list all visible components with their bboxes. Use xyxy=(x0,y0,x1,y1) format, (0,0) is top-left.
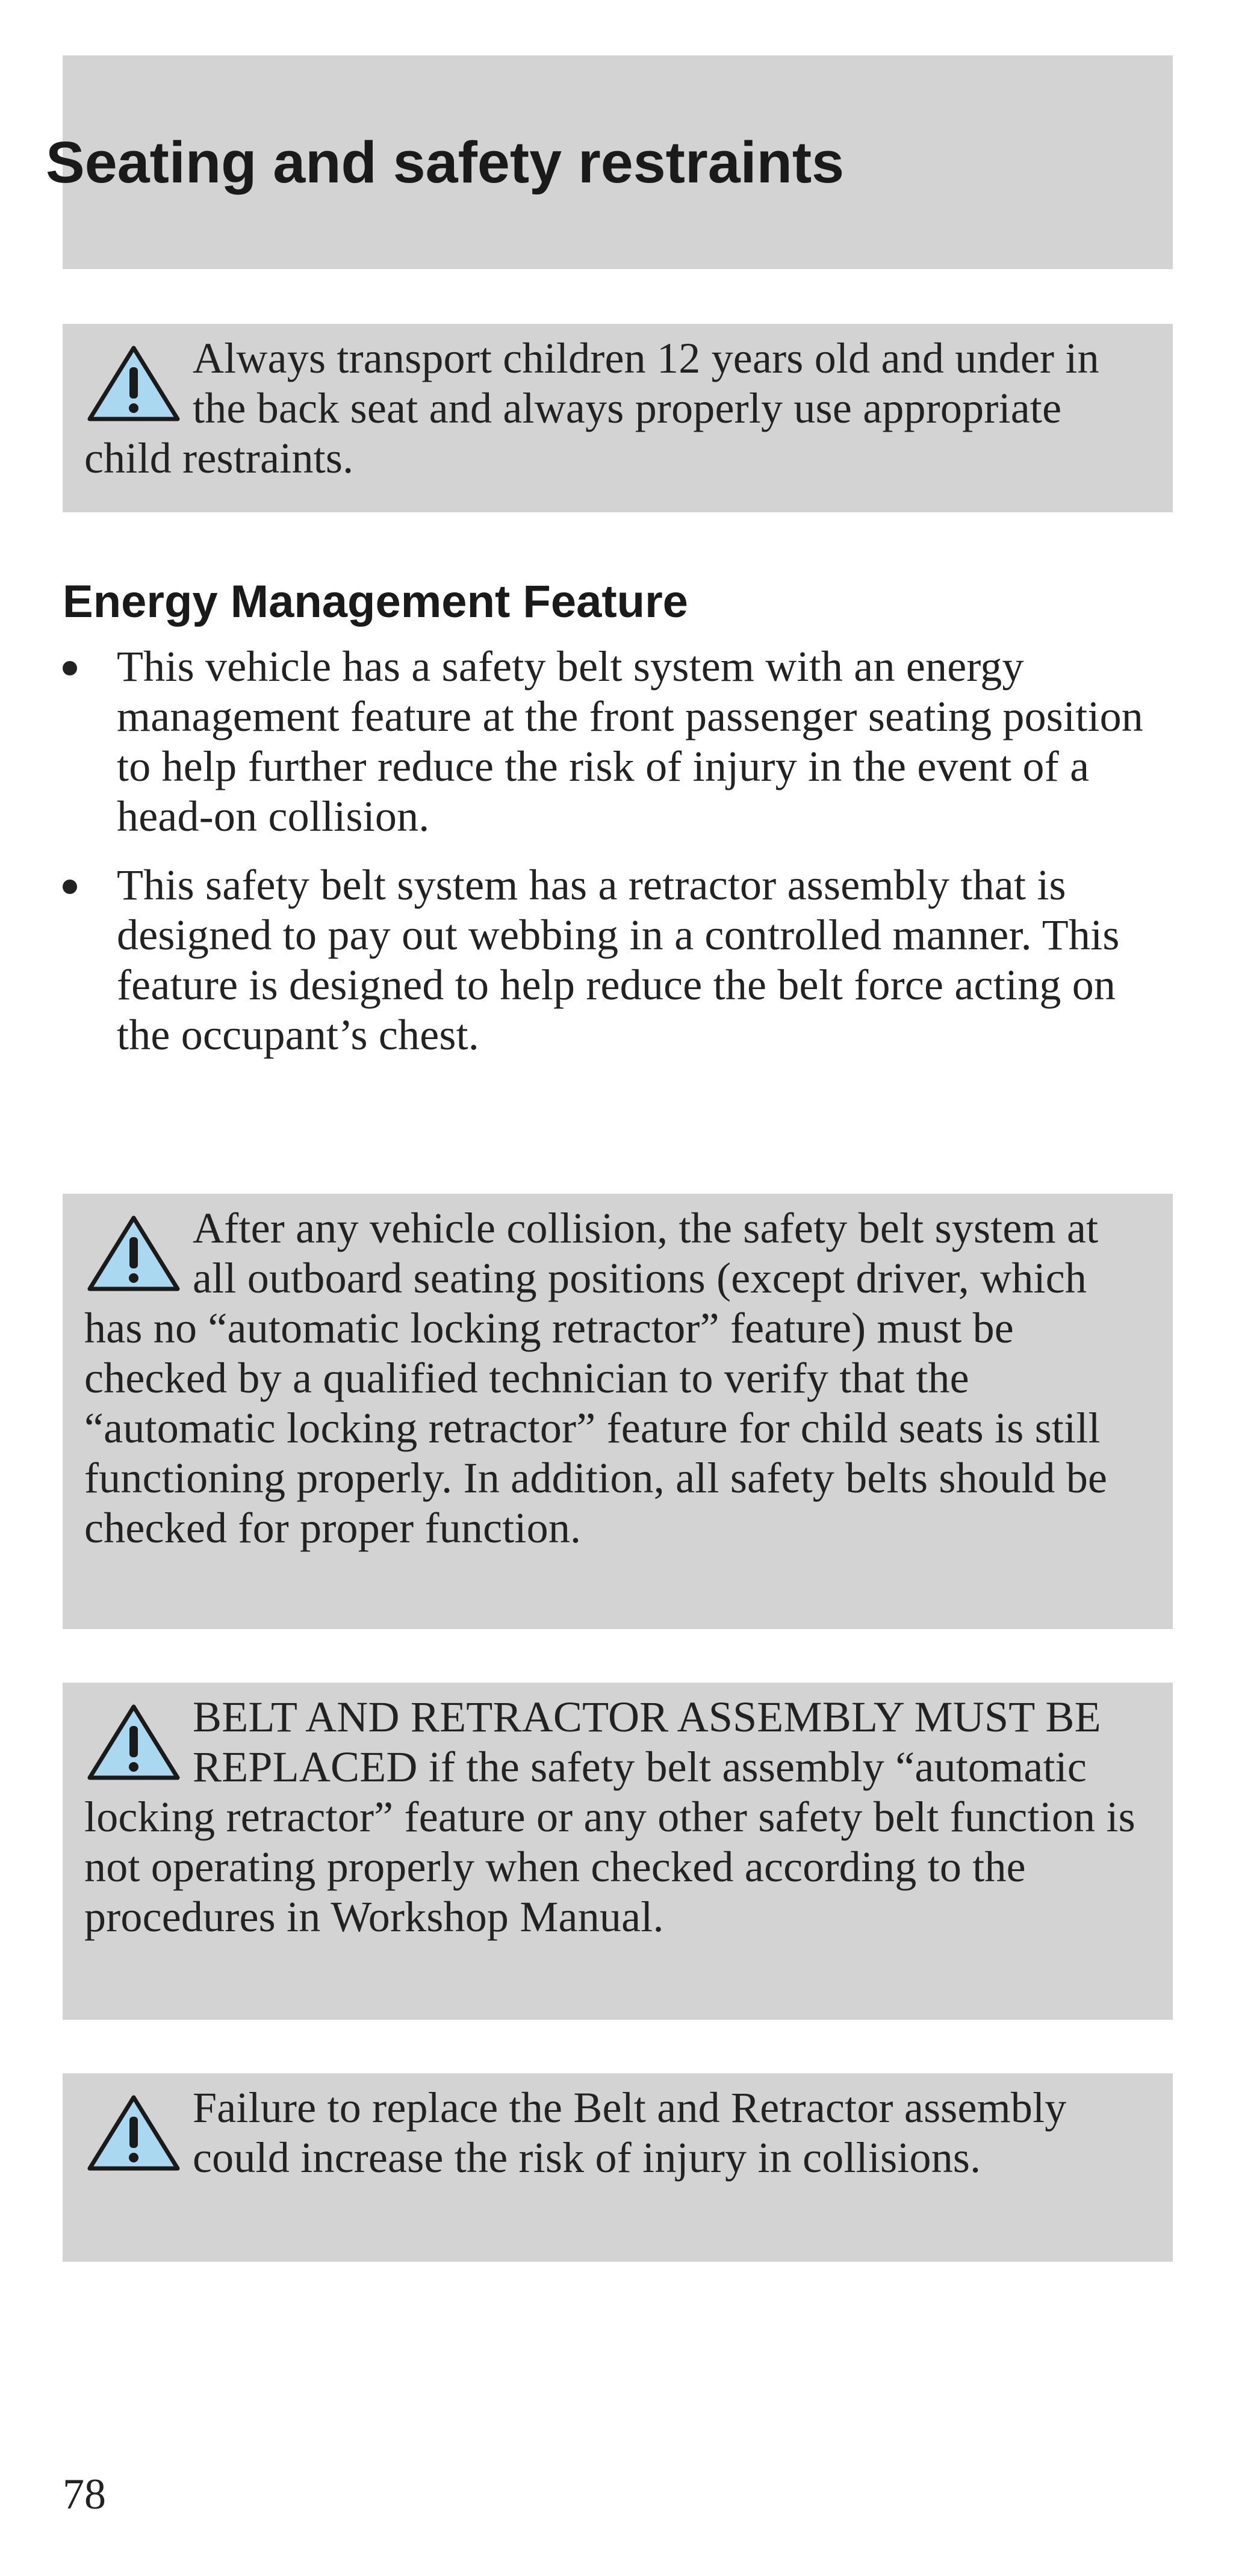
warning-triangle-icon xyxy=(84,1702,183,1785)
bullet-icon xyxy=(63,880,77,894)
list-item xyxy=(63,642,1173,842)
energy-management-heading: Energy Management Feature xyxy=(63,576,688,627)
warning-triangle-icon xyxy=(84,343,183,426)
warning-triangle-icon xyxy=(84,1213,183,1296)
list-item-text: This vehicle has a safety belt system with an energy management feature at the front passenger seating position to help further reduce the risk of injury in the event of a head-on collision. xyxy=(117,642,1144,840)
warning-box xyxy=(63,324,1173,512)
bullet-icon xyxy=(63,661,77,675)
warning-box xyxy=(63,1194,1173,1629)
list-item xyxy=(63,860,1173,1060)
warning-box xyxy=(63,1683,1173,2020)
warning-text: Always transport children 12 years old and under in the back seat and always properly use appropriate child restraints. xyxy=(84,334,1099,482)
page-number: 78 xyxy=(63,2470,106,2518)
warning-text: After any vehicle collision, the safety belt system at all outboard seating positions (except driver, which has no “automatic locking retractor” feature) must be checked by a qualified technician to verify that the “automatic locking retractor” feature for child seats is still functioning properly. In addition, all safety belts should be checked for proper function. xyxy=(84,1204,1108,1552)
warning-box xyxy=(63,2073,1173,2262)
section-title: Seating and safety restraints xyxy=(46,129,845,195)
warning-text: Failure to replace the Belt and Retractor assembly could increase the risk of injury in collisions. xyxy=(193,2084,1067,2182)
list-item-text: This safety belt system has a retractor assembly that is designed to pay out webbing in a controlled manner. This feature is designed to help reduce the belt force acting on the occupant’s chest. xyxy=(117,861,1120,1059)
energy-management-list xyxy=(63,642,1173,1079)
warning-triangle-icon xyxy=(84,2093,183,2176)
warning-text: BELT AND RETRACTOR ASSEMBLY MUST BE REPLACED if the safety belt assembly “automatic locking retractor” feature or any other safety belt function is not operating properly when checked according to the procedures in Workshop Manual. xyxy=(84,1693,1135,1941)
